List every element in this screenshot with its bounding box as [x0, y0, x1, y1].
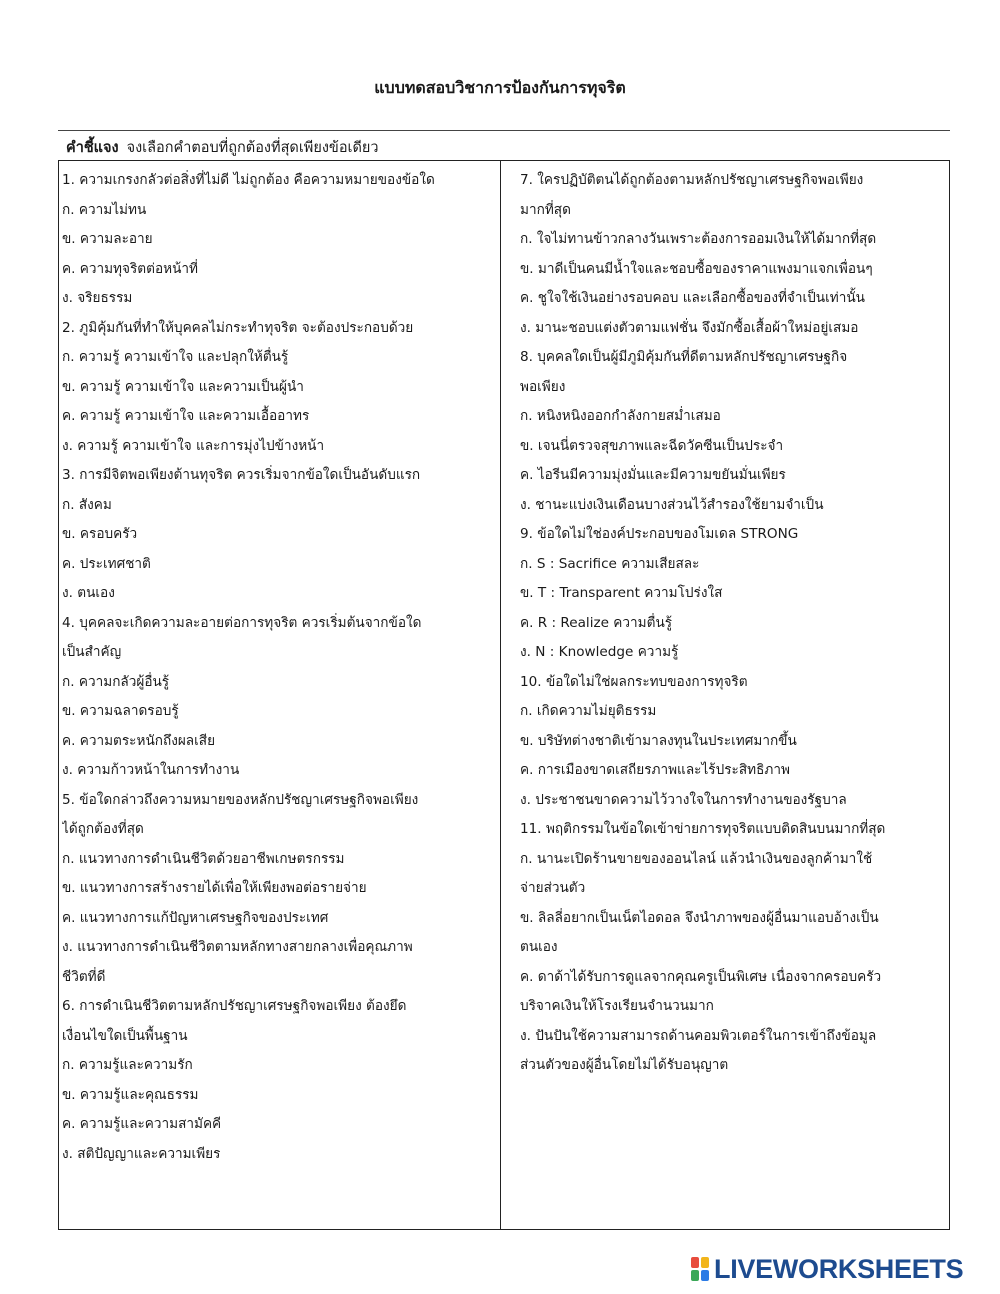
answer-line: ง. สติปัญญาและความเพียร: [62, 1145, 221, 1162]
answer-line: ง. แนวทางการดำเนินชีวิตตามหลักทางสายกลางเพื่อคุณภาพ: [62, 939, 413, 955]
answer-line: บริจาคเงินให้โรงเรียนจำนวนมาก: [520, 998, 714, 1014]
answer-line: ข. ความรู้ ความเข้าใจ และความเป็นผู้นำ: [62, 378, 304, 395]
answer-line: ค. R : Realize ความตื่นรู้: [520, 614, 673, 631]
answer-line: เป็นสำคัญ: [62, 644, 122, 660]
answer-line: จ่ายส่วนตัว: [520, 880, 586, 896]
answer-line: ข. เจนนี่ตรวจสุขภาพและฉีดวัคซีนเป็นประจำ: [520, 437, 784, 454]
liveworksheets-icon: [690, 1256, 710, 1282]
answer-line: ค. แนวทางการแก้ปัญหาเศรษฐกิจของประเทศ: [62, 909, 329, 926]
liveworksheets-logo: [690, 1254, 963, 1284]
question-line: 9. ข้อใดไม่ใช่องค์ประกอบของโมเดล STRONG: [520, 526, 799, 542]
answer-line: ง. ตนเอง: [62, 585, 115, 601]
question-line: 4. บุคคลจะเกิดความละอายต่อการทุจริต ควรเริ่มต้นจากข้อใด: [62, 614, 422, 631]
logo-text: LIVEWORKSHEETS: [714, 1253, 964, 1284]
answer-line: ข. ลิลลี่อยากเป็นเน็ตไอดอล จึงนำภาพของผู้อื่นมาแอบอ้างเป็น: [520, 909, 879, 926]
question-line: 6. การดำเนินชีวิตตามหลักปรัชญาเศรษฐกิจพอเพียง ต้องยึด: [62, 998, 407, 1014]
answer-line: ก. เกิดความไม่ยุติธรรม: [520, 703, 657, 719]
answer-line: ง. N : Knowledge ความรู้: [520, 644, 679, 660]
answer-line: ก. ความกลัวผู้อื่นรู้: [62, 673, 170, 690]
question-line: 5. ข้อใดกล่าวถึงความหมายของหลักปรัชญาเศรษฐกิจพอเพียง: [62, 791, 419, 808]
logo-square: [701, 1270, 709, 1281]
answer-line: เงื่อนไขใดเป็นพื้นฐาน: [62, 1027, 188, 1044]
answer-line: ส่วนตัวของผู้อื่นโดยไม่ได้รับอนุญาต: [520, 1057, 729, 1073]
question-line: 7. ใครปฏิบัติตนได้ถูกต้องตามหลักปรัชญาเศรษฐกิจพอเพียง: [520, 172, 864, 188]
answer-line: ค. ความทุจริตต่อหน้าที่: [62, 260, 198, 277]
worksheet-title: แบบทดสอบวิชาการป้องกันการทุจริต: [374, 78, 626, 97]
question-line: 8. บุคคลใดเป็นผู้มีภูมิคุ้มกันที่ดีตามหลักปรัชญาเศรษฐกิจ: [520, 349, 848, 365]
logo-square: [691, 1270, 699, 1281]
answer-line: ข. มาดีเป็นคนมีน้ำใจและชอบซื้อของราคาแพงมาแจกเพื่อนๆ: [520, 260, 873, 277]
answer-line: ง. ปันปันใช้ความสามารถด้านคอมพิวเตอร์ในการเข้าถึงข้อมูล: [520, 1027, 877, 1044]
instructions: [66, 136, 379, 160]
question-line: 2. ภูมิคุ้มกันที่ทำให้บุคคลไม่กระทำทุจริต จะต้องประกอบด้วย: [62, 319, 414, 336]
header-rule: [58, 130, 950, 131]
answer-line: ก. สังคม: [62, 496, 112, 513]
answer-line: ข. ครอบครัว: [62, 526, 138, 542]
question-line: 1. ความเกรงกลัวต่อสิ่งที่ไม่ดี ไม่ถูกต้อง คือความหมายของข้อใด: [62, 172, 435, 188]
answer-line: ง. ชานะแบ่งเงินเดือนบางส่วนไว้สำรองใช้ยามจำเป็น: [520, 496, 824, 513]
column-divider: [500, 160, 501, 1230]
answer-line: ค. ไอรีนมีความมุ่งมั่นและมีความขยันมั่นเพียร: [520, 467, 786, 483]
answer-line: ก. แนวทางการดำเนินชีวิตด้วยอาชีพเกษตรกรรม: [62, 850, 345, 867]
answer-line: ข. ความละอาย: [62, 231, 153, 247]
answer-line: ได้ถูกต้องที่สุด: [62, 821, 144, 837]
answer-line: ก. ความรู้ ความเข้าใจ และปลุกให้ตื่นรู้: [62, 349, 289, 365]
answer-line: ข. ความฉลาดรอบรู้: [62, 703, 179, 719]
answer-line: ก. S : Sacrifice ความเสียสละ: [520, 555, 700, 572]
logo-square: [701, 1257, 709, 1268]
answer-line: ก. หนิงหนิงออกกำลังกายสม่ำเสมอ: [520, 408, 721, 424]
answer-line: ก. นานะเปิดร้านขายของออนไลน์ แล้วนำเงินของลูกค้ามาใช้: [520, 850, 873, 867]
question-line: 10. ข้อใดไม่ใช่ผลกระทบของการทุจริต: [520, 673, 748, 690]
answer-line: ง. มานะชอบแต่งตัวตามแฟชั่น จึงมักซื้อเสื้อผ้าใหม่อยู่เสมอ: [520, 319, 859, 336]
answer-line: ค. ประเทศชาติ: [62, 555, 151, 572]
answer-line: ชีวิตที่ดี: [62, 968, 106, 985]
answer-line: ค. ความตระหนักถึงผลเสีย: [62, 732, 216, 749]
answer-line: พอเพียง: [520, 378, 566, 395]
answer-line: ง. ความรู้ ความเข้าใจ และการมุ่งไปข้างหน้า: [62, 437, 325, 454]
answer-line: ข. แนวทางการสร้างรายได้เพื่อให้เพียงพอต่อรายจ่าย: [62, 880, 367, 896]
answer-line: ง. ประชาชนขาดความไว้วางใจในการทำงานของรัฐบาล: [520, 791, 847, 808]
answer-line: ก. ใจไม่ทานข้าวกลางวันเพราะต้องการออมเงินให้ได้มากที่สุด: [520, 231, 877, 247]
right-question-column: [520, 166, 946, 1081]
answer-line: ค. ดาด้าได้รับการดูแลจากคุณครูเป็นพิเศษ เนื่องจากครอบครัว: [520, 968, 882, 985]
answer-line: ค. การเมืองขาดเสถียรภาพและไร้ประสิทธิภาพ: [520, 762, 790, 778]
logo-square: [691, 1257, 699, 1268]
answer-line: ก. ความรู้และความรัก: [62, 1057, 193, 1073]
answer-line: ง. จริยธรรม: [62, 290, 133, 306]
question-line: 3. การมีจิตพอเพียงต้านทุจริต ควรเริ่มจากข้อใดเป็นอันดับแรก: [62, 467, 421, 483]
answer-line: ค. ความรู้และความสามัคคี: [62, 1116, 222, 1132]
answer-line: ข. ความรู้และคุณธรรม: [62, 1086, 199, 1103]
answer-line: ก. ความไม่ทน: [62, 201, 147, 218]
answer-line: ข. บริษัทต่างชาติเข้ามาลงทุนในประเทศมากขึ้น: [520, 732, 797, 749]
instructions-text: จงเลือกคำตอบที่ถูกต้องที่สุดเพียงข้อเดียว: [126, 140, 379, 156]
answer-line: ตนเอง: [520, 939, 558, 955]
instructions-label: คำชี้แจง: [66, 140, 119, 156]
question-line: 11. พฤติกรรมในข้อใดเข้าข่ายการทุจริตแบบติดสินบนมากที่สุด: [520, 821, 886, 837]
answer-line: มากที่สุด: [520, 201, 571, 218]
answer-line: ค. ความรู้ ความเข้าใจ และความเอื้ออาทร: [62, 408, 310, 424]
answer-line: ค. ชูใจใช้เงินอย่างรอบคอบ และเลือกซื้อของที่จำเป็นเท่านั้น: [520, 290, 865, 306]
answer-line: ง. ความก้าวหน้าในการทำงาน: [62, 762, 240, 778]
left-question-column: [62, 166, 496, 1169]
answer-line: ข. T : Transparent ความโปร่งใส: [520, 585, 723, 601]
